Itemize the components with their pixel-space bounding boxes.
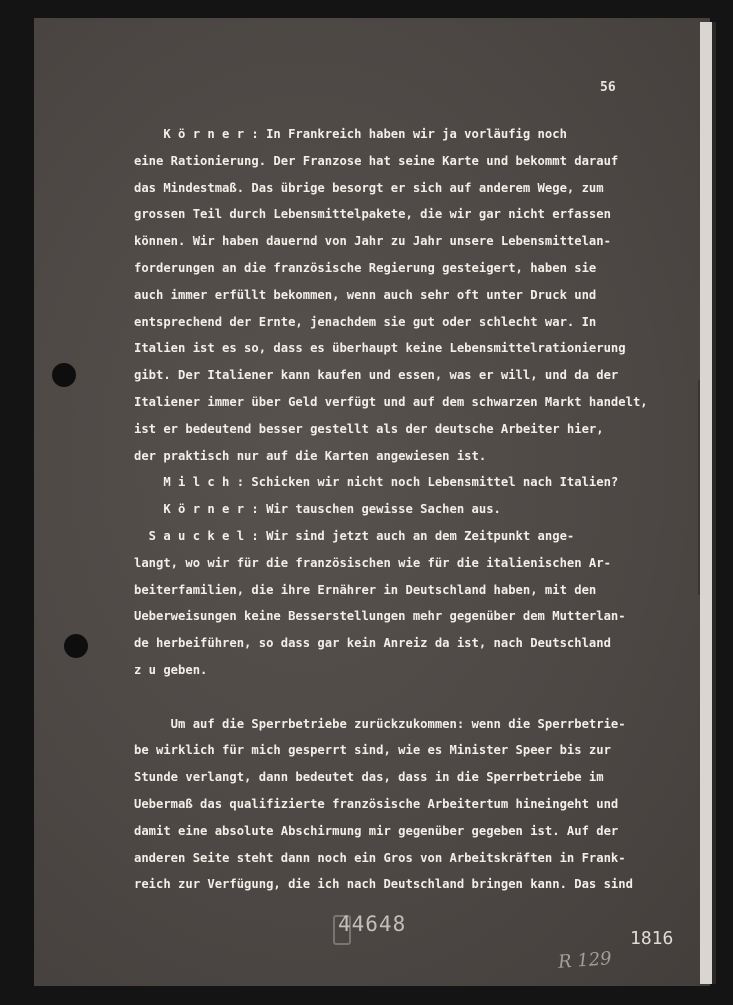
text-line: eine Rationierung. Der Franzose hat seine Karte und bekommt darauf	[134, 153, 619, 168]
text-line: entsprechend der Ernte, jenachdem sie gut oder schlecht war. In	[134, 314, 597, 329]
punch-hole-top	[52, 363, 76, 387]
text-line: ist er bedeutend besser gestellt als der deutsche Arbeiter hier,	[134, 421, 604, 436]
text-line: gibt. Der Italiener kann kaufen und essen, was er will, und da der	[134, 368, 619, 383]
text-line: K ö r n e r : Wir tauschen gewisse Sachen aus.	[134, 502, 501, 517]
text-line: Italien ist es so, dass es überhaupt keine Lebensmittelrationierung	[134, 341, 626, 356]
text-line	[134, 684, 648, 711]
text-line: das Mindestmaß. Das übrige besorgt er sich auf anderem Wege, zum	[134, 180, 604, 195]
page-number: 56	[600, 80, 616, 95]
text-line: langt, wo wir für die französischen wie für die italienischen Ar-	[134, 555, 611, 570]
text-line: auch immer erfüllt bekommen, wenn auch sehr oft unter Druck und	[134, 287, 597, 302]
text-line: Italiener immer über Geld verfügt und auf dem schwarzen Markt handelt,	[134, 394, 648, 409]
text-line: z u geben.	[134, 662, 208, 677]
stamp-number: 44648	[338, 912, 407, 936]
text-line: K ö r n e r : In Frankreich haben wir ja vorläufig noch	[134, 127, 567, 141]
text-line: Stunde verlangt, dann bedeutet das, dass in die Sperrbetriebe im	[134, 770, 604, 785]
text-line: reich zur Verfügung, die ich nach Deutschland bringen kann. Das sind	[134, 877, 633, 892]
transcript-body	[134, 121, 648, 898]
text-line: der praktisch nur auf die Karten angewiesen ist.	[134, 448, 487, 463]
text-line: Um auf die Sperrbetriebe zurückzukommen: wenn die Sperrbetrie-	[134, 716, 626, 731]
text-line: Ueberweisungen keine Besserstellungen mehr gegenüber dem Mutterlan-	[134, 609, 626, 624]
text-line: beiterfamilien, die ihre Ernährer in Deutschland haben, mit den	[134, 582, 597, 597]
archive-number: 1816	[630, 928, 674, 949]
punch-hole-bottom	[64, 634, 88, 658]
text-line: be wirklich für mich gesperrt sind, wie es Minister Speer bis zur	[134, 743, 611, 758]
handwritten-note: R 129	[557, 948, 613, 973]
page-edge-shadow	[712, 22, 716, 984]
text-line: grossen Teil durch Lebensmittelpakete, die wir gar nicht erfassen	[134, 207, 611, 222]
page-edge-strip	[700, 22, 712, 984]
text-line: M i l c h : Schicken wir nicht noch Lebensmittel nach Italien?	[134, 475, 619, 490]
text-line: anderen Seite steht dann noch ein Gros von Arbeitskräften in Frank-	[134, 850, 626, 865]
text-line: de herbeiführen, so dass gar kein Anreiz da ist, nach Deutschland	[134, 636, 611, 651]
text-line: S a u c k e l : Wir sind jetzt auch an dem Zeitpunkt ange-	[134, 528, 575, 543]
text-line: Uebermaß das qualifizierte französische Arbeitertum hineingeht und	[134, 796, 619, 811]
text-line: können. Wir haben dauernd von Jahr zu Jahr unsere Lebensmittelan-	[134, 234, 611, 249]
text-line: forderungen an die französische Regierung gesteigert, haben sie	[134, 260, 597, 275]
text-line: damit eine absolute Abschirmung mir gegenüber gegeben ist. Auf der	[134, 823, 619, 838]
